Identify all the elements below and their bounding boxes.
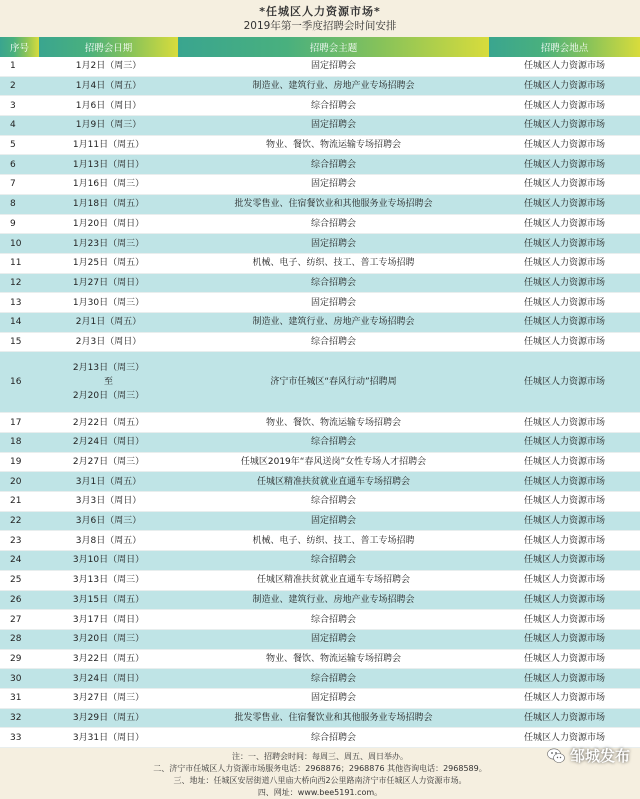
cell-theme: 固定招聘会 xyxy=(178,175,489,195)
cell-theme: 综合招聘会 xyxy=(178,492,489,512)
cell-date: 1月11日（周五） xyxy=(39,135,178,155)
cell-theme: 固定招聘会 xyxy=(178,629,489,649)
cell-theme: 制造业、建筑行业、房地产业专场招聘会 xyxy=(178,76,489,96)
cell-date: 3月31日（周日） xyxy=(39,728,178,748)
cell-no: 3 xyxy=(0,96,39,116)
table-row xyxy=(0,273,640,293)
cell-theme: 机械、电子、纺织、技工、普工专场招聘 xyxy=(178,253,489,273)
cell-date: 3月3日（周日） xyxy=(39,492,178,512)
cell-theme: 综合招聘会 xyxy=(178,155,489,175)
cell-no: 7 xyxy=(0,175,39,195)
table-header-row xyxy=(0,37,640,57)
table-body xyxy=(0,57,640,748)
cell-no: 1 xyxy=(0,57,39,76)
cell-date: 1月2日（周三） xyxy=(39,57,178,76)
cell-place: 任城区人力资源市场 xyxy=(489,57,640,76)
cell-no: 19 xyxy=(0,452,39,472)
cell-date: 1月23日（周三） xyxy=(39,234,178,254)
cell-date: 3月27日（周三） xyxy=(39,688,178,708)
cell-date: 3月6日（周三） xyxy=(39,511,178,531)
cell-theme: 综合招聘会 xyxy=(178,610,489,630)
cell-place: 任城区人力资源市场 xyxy=(489,214,640,234)
cell-theme: 综合招聘会 xyxy=(178,332,489,352)
cell-no: 10 xyxy=(0,234,39,254)
cell-place: 任城区人力资源市场 xyxy=(489,273,640,293)
cell-place: 任城区人力资源市场 xyxy=(489,234,640,254)
cell-place: 任城区人力资源市场 xyxy=(489,352,640,413)
cell-place: 任城区人力资源市场 xyxy=(489,76,640,96)
cell-no: 21 xyxy=(0,492,39,512)
note-line: 三、地址：任城区安居街道八里庙大桥向西2公里路南济宁市任城区人力资源市场。 xyxy=(173,776,467,785)
cell-date: 3月1日（周五） xyxy=(39,472,178,492)
cell-no: 12 xyxy=(0,273,39,293)
cell-place: 任城区人力资源市场 xyxy=(489,688,640,708)
cell-theme: 综合招聘会 xyxy=(178,433,489,453)
cell-theme: 综合招聘会 xyxy=(178,728,489,748)
cell-date: 3月17日（周日） xyxy=(39,610,178,630)
header-theme: 招聘会主题 xyxy=(178,37,489,57)
page-subtitle: 2019年第一季度招聘会时间安排 xyxy=(243,20,397,32)
cell-date: 1月16日（周三） xyxy=(39,175,178,195)
cell-date: 3月15日（周五） xyxy=(39,590,178,610)
cell-theme: 任城区2019年“春风送岗”女性专场人才招聘会 xyxy=(178,452,489,472)
cell-place: 任城区人力资源市场 xyxy=(489,570,640,590)
cell-no: 27 xyxy=(0,610,39,630)
cell-theme: 物业、餐饮、物流运输专场招聘会 xyxy=(178,413,489,433)
table-row xyxy=(0,551,640,571)
cell-date: 1月20日（周日） xyxy=(39,214,178,234)
table-row xyxy=(0,234,640,254)
cell-no: 24 xyxy=(0,551,39,571)
cell-date: 2月3日（周日） xyxy=(39,332,178,352)
cell-no: 16 xyxy=(0,352,39,413)
table-row xyxy=(0,293,640,313)
note-line: 注：一、招聘会时间：每周三、周五、周日举办。 xyxy=(232,752,408,761)
table-row xyxy=(0,649,640,669)
note-line: 四、网址：www.bee5191.com。 xyxy=(257,788,383,797)
cell-place: 任城区人力资源市场 xyxy=(489,610,640,630)
table-row xyxy=(0,96,640,116)
cell-no: 32 xyxy=(0,708,39,728)
table-row xyxy=(0,728,640,748)
cell-no: 18 xyxy=(0,433,39,453)
cell-date: 1月9日（周三） xyxy=(39,116,178,136)
table-row xyxy=(0,511,640,531)
cell-no: 28 xyxy=(0,629,39,649)
date-line: 2月13日（周三） xyxy=(72,363,145,374)
cell-no: 8 xyxy=(0,194,39,214)
cell-place: 任城区人力资源市场 xyxy=(489,629,640,649)
cell-date: 3月8日（周五） xyxy=(39,531,178,551)
table-row xyxy=(0,155,640,175)
cell-date: 3月10日（周日） xyxy=(39,551,178,571)
cell-date: 3月29日（周五） xyxy=(39,708,178,728)
table-row xyxy=(0,629,640,649)
cell-theme: 固定招聘会 xyxy=(178,511,489,531)
cell-place: 任城区人力资源市场 xyxy=(489,413,640,433)
cell-place: 任城区人力资源市场 xyxy=(489,551,640,571)
cell-date: 2月27日（周三） xyxy=(39,452,178,472)
cell-place: 任城区人力资源市场 xyxy=(489,472,640,492)
table-row xyxy=(0,76,640,96)
cell-theme: 固定招聘会 xyxy=(178,234,489,254)
cell-place: 任城区人力资源市场 xyxy=(489,728,640,748)
cell-date xyxy=(39,352,178,413)
table-row xyxy=(0,57,640,76)
wechat-icon xyxy=(547,748,565,764)
cell-no: 17 xyxy=(0,413,39,433)
table-row xyxy=(0,433,640,453)
cell-theme: 济宁市任城区“春风行动”招聘周 xyxy=(178,352,489,413)
cell-date: 1月30日（周三） xyxy=(39,293,178,313)
cell-no: 2 xyxy=(0,76,39,96)
header-place: 招聘会地点 xyxy=(489,37,640,57)
header-no: 序号 xyxy=(0,37,39,57)
cell-place: 任城区人力资源市场 xyxy=(489,708,640,728)
cell-no: 5 xyxy=(0,135,39,155)
table-row xyxy=(0,116,640,136)
title-block xyxy=(0,0,640,37)
cell-theme: 物业、餐饮、物流运输专场招聘会 xyxy=(178,649,489,669)
cell-place: 任城区人力资源市场 xyxy=(489,332,640,352)
note-line: 二、济宁市任城区人力资源市场服务电话：2968876；2968876 其他咨询电话：2968589。 xyxy=(153,764,487,773)
schedule-table xyxy=(0,37,640,748)
table-row xyxy=(0,194,640,214)
cell-place: 任城区人力资源市场 xyxy=(489,253,640,273)
cell-date: 1月27日（周日） xyxy=(39,273,178,293)
cell-place: 任城区人力资源市场 xyxy=(489,433,640,453)
cell-theme: 制造业、建筑行业、房地产业专场招聘会 xyxy=(178,312,489,332)
cell-place: 任城区人力资源市场 xyxy=(489,155,640,175)
cell-no: 15 xyxy=(0,332,39,352)
cell-place: 任城区人力资源市场 xyxy=(489,511,640,531)
watermark-text: 邹城发布 xyxy=(569,747,630,765)
table-row xyxy=(0,312,640,332)
table-row xyxy=(0,253,640,273)
cell-theme: 机械、电子、纺织、技工、普工专场招聘 xyxy=(178,531,489,551)
notes xyxy=(0,748,640,799)
cell-no: 13 xyxy=(0,293,39,313)
cell-theme: 固定招聘会 xyxy=(178,57,489,76)
table-row xyxy=(0,175,640,195)
table-row xyxy=(0,214,640,234)
table-row xyxy=(0,610,640,630)
watermark xyxy=(547,745,630,766)
cell-place: 任城区人力资源市场 xyxy=(489,135,640,155)
cell-date: 3月13日（周三） xyxy=(39,570,178,590)
cell-place: 任城区人力资源市场 xyxy=(489,96,640,116)
date-line: 至 xyxy=(103,377,113,388)
cell-no: 33 xyxy=(0,728,39,748)
cell-theme: 综合招聘会 xyxy=(178,96,489,116)
cell-theme: 综合招聘会 xyxy=(178,551,489,571)
cell-theme: 批发零售业、住宿餐饮业和其他服务业专场招聘会 xyxy=(178,708,489,728)
table-row xyxy=(0,669,640,689)
page-title: *任城区人力资源市场* xyxy=(259,5,381,18)
cell-date: 1月25日（周五） xyxy=(39,253,178,273)
cell-date: 1月6日（周日） xyxy=(39,96,178,116)
cell-no: 25 xyxy=(0,570,39,590)
cell-no: 4 xyxy=(0,116,39,136)
cell-place: 任城区人力资源市场 xyxy=(489,669,640,689)
table-row xyxy=(0,413,640,433)
cell-date: 2月24日（周日） xyxy=(39,433,178,453)
table-row xyxy=(0,135,640,155)
cell-theme: 任城区精准扶贫就业直通车专场招聘会 xyxy=(178,570,489,590)
cell-theme: 任城区精准扶贫就业直通车专场招聘会 xyxy=(178,472,489,492)
cell-date: 1月4日（周五） xyxy=(39,76,178,96)
date-line: 2月20日（周三） xyxy=(72,391,145,402)
cell-theme: 物业、餐饮、物流运输专场招聘会 xyxy=(178,135,489,155)
cell-place: 任城区人力资源市场 xyxy=(489,492,640,512)
table-row xyxy=(0,688,640,708)
cell-date: 1月18日（周五） xyxy=(39,194,178,214)
cell-place: 任城区人力资源市场 xyxy=(489,116,640,136)
cell-place: 任城区人力资源市场 xyxy=(489,175,640,195)
table-row xyxy=(0,708,640,728)
cell-no: 11 xyxy=(0,253,39,273)
cell-date: 3月20日（周三） xyxy=(39,629,178,649)
cell-place: 任城区人力资源市场 xyxy=(489,194,640,214)
table-row xyxy=(0,452,640,472)
cell-no: 23 xyxy=(0,531,39,551)
table-row xyxy=(0,352,640,413)
cell-no: 14 xyxy=(0,312,39,332)
cell-place: 任城区人力资源市场 xyxy=(489,649,640,669)
cell-no: 31 xyxy=(0,688,39,708)
cell-place: 任城区人力资源市场 xyxy=(489,312,640,332)
cell-theme: 综合招聘会 xyxy=(178,214,489,234)
table-row xyxy=(0,570,640,590)
cell-no: 26 xyxy=(0,590,39,610)
cell-no: 30 xyxy=(0,669,39,689)
cell-date: 2月22日（周五） xyxy=(39,413,178,433)
cell-date: 1月13日（周日） xyxy=(39,155,178,175)
cell-place: 任城区人力资源市场 xyxy=(489,293,640,313)
cell-theme: 固定招聘会 xyxy=(178,116,489,136)
cell-place: 任城区人力资源市场 xyxy=(489,590,640,610)
cell-no: 9 xyxy=(0,214,39,234)
cell-theme: 综合招聘会 xyxy=(178,669,489,689)
cell-theme: 综合招聘会 xyxy=(178,273,489,293)
cell-no: 29 xyxy=(0,649,39,669)
cell-date: 3月24日（周日） xyxy=(39,669,178,689)
cell-theme: 固定招聘会 xyxy=(178,688,489,708)
cell-no: 22 xyxy=(0,511,39,531)
cell-date: 2月1日（周五） xyxy=(39,312,178,332)
cell-date: 3月22日（周五） xyxy=(39,649,178,669)
table-row xyxy=(0,590,640,610)
cell-no: 20 xyxy=(0,472,39,492)
cell-theme: 固定招聘会 xyxy=(178,293,489,313)
table-row xyxy=(0,531,640,551)
cell-no: 6 xyxy=(0,155,39,175)
cell-place: 任城区人力资源市场 xyxy=(489,452,640,472)
cell-place: 任城区人力资源市场 xyxy=(489,531,640,551)
table-row xyxy=(0,492,640,512)
table-row xyxy=(0,332,640,352)
cell-theme: 批发零售业、住宿餐饮业和其他服务业专场招聘会 xyxy=(178,194,489,214)
header-date: 招聘会日期 xyxy=(39,37,178,57)
table-row xyxy=(0,472,640,492)
cell-theme: 制造业、建筑行业、房地产业专场招聘会 xyxy=(178,590,489,610)
